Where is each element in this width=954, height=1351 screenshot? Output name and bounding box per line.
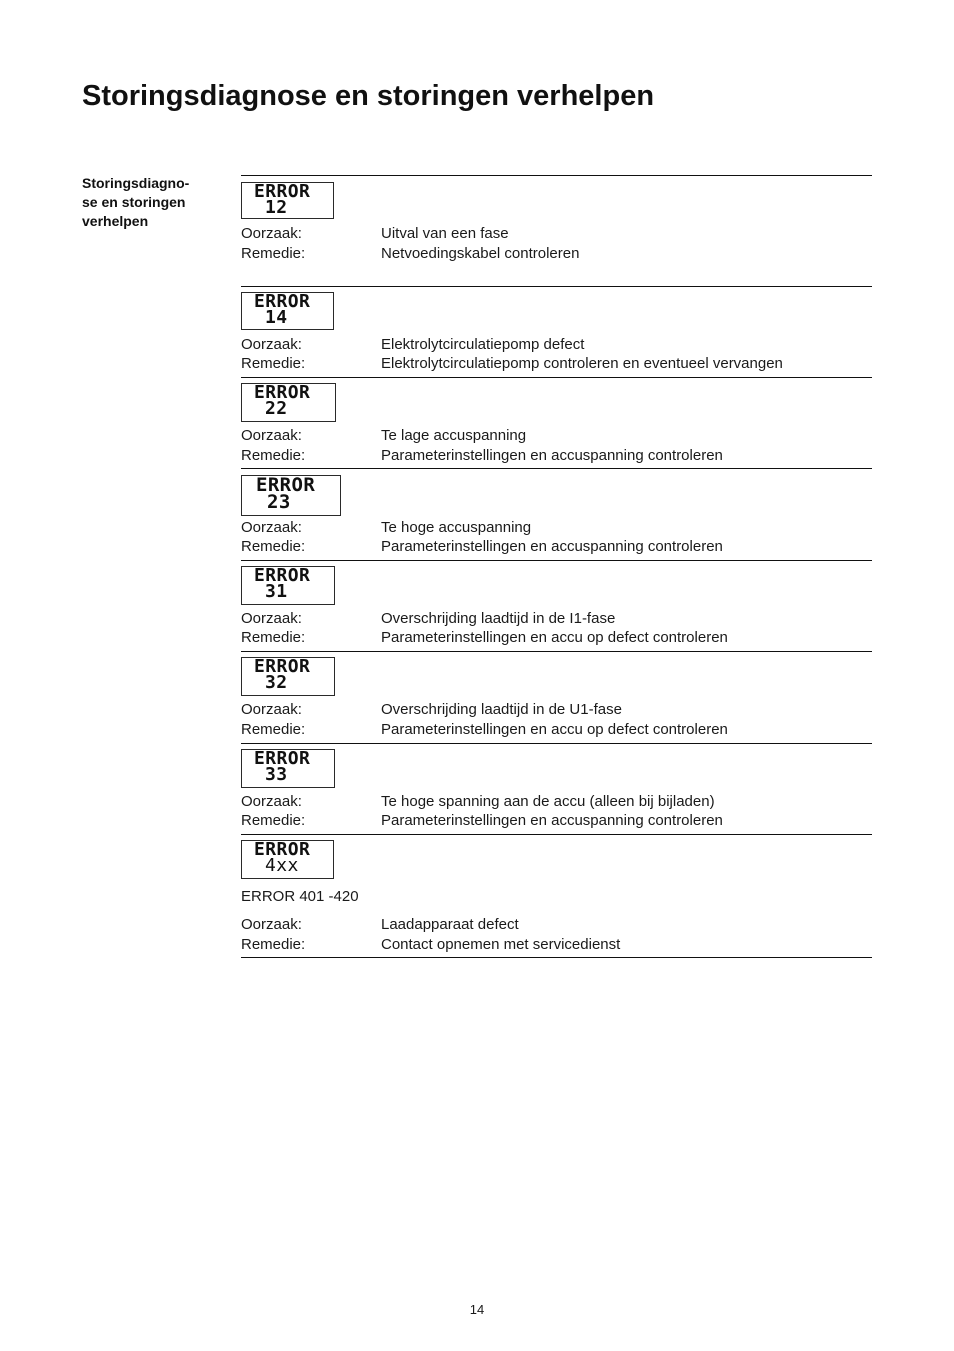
remedy-label: Remedie:: [241, 721, 306, 738]
error-entry: [241, 286, 872, 372]
side-heading-line: verhelpen: [82, 213, 149, 229]
error-display-label: ERROR: [254, 749, 311, 769]
error-display: [241, 292, 334, 330]
side-heading-line: se en storingen: [82, 194, 186, 210]
error-entry: [241, 743, 872, 829]
error-entry: [241, 834, 872, 953]
cause-label: Oorzaak:: [241, 225, 302, 242]
cause-row: [241, 518, 872, 538]
error-display-label: ERROR: [254, 566, 311, 586]
remedy-text: Netvoedingskabel controleren: [381, 245, 580, 262]
error-display-label: ERROR: [254, 182, 311, 202]
cause-text: Te hoge spanning aan de accu (alleen bij bijladen): [381, 793, 715, 810]
error-display: [241, 566, 335, 605]
remedy-label: Remedie:: [241, 245, 306, 262]
error-entry: [241, 377, 872, 464]
error-display: [241, 475, 341, 516]
error-display: [241, 840, 334, 879]
error-code: 31: [265, 581, 288, 602]
error-display: [241, 383, 336, 422]
remedy-row: [241, 537, 872, 557]
error-range: ERROR 401 -420: [241, 888, 359, 905]
cause-label: Oorzaak:: [241, 336, 302, 353]
remedy-text: Parameterinstellingen en accu op defect controleren: [381, 721, 728, 738]
error-display-label: ERROR: [254, 292, 311, 312]
remedy-text: Elektrolytcirculatiepomp controleren en eventueel vervangen: [381, 355, 783, 372]
page-number: 14: [469, 1302, 485, 1317]
cause-label: Oorzaak:: [241, 427, 302, 444]
error-code: 4xx: [265, 855, 299, 876]
cause-row: [241, 700, 872, 720]
cause-row: [241, 335, 872, 355]
error-display: [241, 657, 335, 696]
remedy-text: Contact opnemen met servicedienst: [381, 936, 621, 953]
remedy-row: [241, 935, 872, 955]
remedy-row: [241, 811, 872, 831]
error-code: 12: [265, 197, 288, 218]
cause-label: Oorzaak:: [241, 519, 302, 536]
cause-text: Te hoge accuspanning: [381, 519, 532, 536]
cause-text: Uitval van een fase: [381, 225, 509, 242]
error-entry: [241, 651, 872, 738]
remedy-row: [241, 244, 872, 264]
error-code: 23: [267, 491, 291, 513]
side-heading-line: Storingsdiagno-: [82, 175, 190, 191]
remedy-row: [241, 720, 872, 740]
cause-row: [241, 609, 872, 629]
remedy-label: Remedie:: [241, 812, 306, 829]
remedy-label: Remedie:: [241, 538, 306, 555]
error-entry: [241, 175, 872, 262]
error-display-label: ERROR: [256, 475, 316, 496]
remedy-row: [241, 446, 872, 466]
table-bottom-rule: [241, 957, 872, 958]
error-code: 22: [265, 398, 288, 419]
cause-row: [241, 426, 872, 446]
page-title: Storingsdiagnose en storingen verhelpen: [82, 80, 655, 112]
remedy-label: Remedie:: [241, 355, 306, 372]
cause-row: [241, 792, 872, 812]
remedy-text: Parameterinstellingen en accu op defect controleren: [381, 629, 728, 646]
cause-label: Oorzaak:: [241, 793, 302, 810]
error-display-label: ERROR: [254, 840, 311, 860]
remedy-text: Parameterinstellingen en accuspanning controleren: [381, 812, 723, 829]
cause-row: [241, 224, 872, 244]
remedy-label: Remedie:: [241, 936, 306, 953]
error-code: 33: [265, 764, 288, 785]
remedy-row: [241, 628, 872, 648]
remedy-row: [241, 354, 872, 374]
error-code: 32: [265, 672, 288, 693]
cause-row: [241, 915, 872, 935]
cause-text: Laadapparaat defect: [381, 916, 519, 933]
cause-label: Oorzaak:: [241, 916, 302, 933]
remedy-label: Remedie:: [241, 447, 306, 464]
error-display: [241, 749, 335, 788]
cause-label: Oorzaak:: [241, 701, 302, 718]
error-display-label: ERROR: [254, 383, 311, 403]
error-display: [241, 182, 334, 219]
error-entry: [241, 468, 872, 555]
remedy-label: Remedie:: [241, 629, 306, 646]
cause-text: Elektrolytcirculatiepomp defect: [381, 336, 585, 353]
error-code: 14: [265, 307, 288, 328]
cause-label: Oorzaak:: [241, 610, 302, 627]
remedy-text: Parameterinstellingen en accuspanning controleren: [381, 538, 723, 555]
side-heading: [82, 174, 189, 231]
cause-text: Overschrijding laadtijd in de U1-fase: [381, 701, 622, 718]
remedy-text: Parameterinstellingen en accuspanning controleren: [381, 447, 723, 464]
cause-text: Overschrijding laadtijd in de I1-fase: [381, 610, 616, 627]
cause-text: Te lage accuspanning: [381, 427, 527, 444]
error-display-label: ERROR: [254, 657, 311, 677]
error-entry: [241, 560, 872, 646]
